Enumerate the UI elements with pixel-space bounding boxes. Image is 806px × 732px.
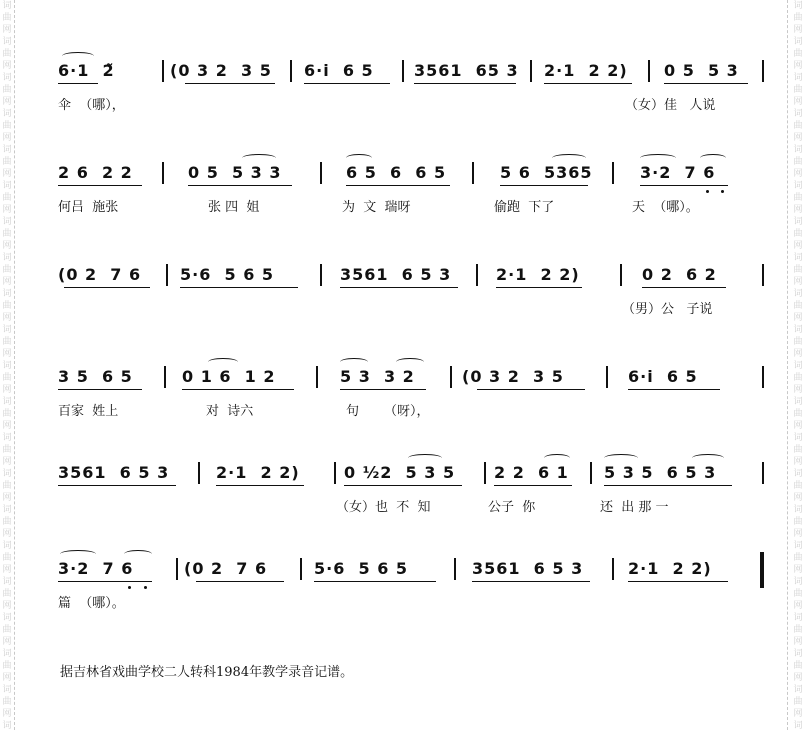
watermark-char: 曲 xyxy=(2,121,12,131)
watermark-char: 词 xyxy=(2,181,12,191)
slur xyxy=(692,454,724,462)
watermark-char: 网 xyxy=(2,169,12,179)
watermark-char: 网 xyxy=(793,493,803,503)
watermark-char: 网 xyxy=(2,205,12,215)
watermark-char: 曲 xyxy=(2,193,12,203)
watermark-char: 网 xyxy=(793,241,803,251)
watermark-char: 曲 xyxy=(793,337,803,347)
watermark-char: 网 xyxy=(793,313,803,323)
barline xyxy=(334,462,336,484)
left-margin-line xyxy=(14,0,16,730)
slur xyxy=(396,358,424,366)
beam xyxy=(664,83,748,84)
note-group: 0 5 5 3 xyxy=(664,61,739,80)
barline xyxy=(316,366,318,388)
watermark-char: 曲 xyxy=(2,157,12,167)
slur xyxy=(208,358,238,366)
note-group: 2·1 2 2) xyxy=(496,265,580,284)
watermark-char: 词 xyxy=(2,577,12,587)
watermark-char: 词 xyxy=(2,1,12,11)
watermark-char: 网 xyxy=(793,709,803,719)
watermark-char: 曲 xyxy=(2,553,12,563)
watermark-char: 曲 xyxy=(2,229,12,239)
lyric-text: 对 诗六 xyxy=(206,404,254,419)
watermark-char: 网 xyxy=(2,241,12,251)
watermark-char: 曲 xyxy=(2,661,12,671)
watermark-char: 曲 xyxy=(793,661,803,671)
watermark-char: 网 xyxy=(2,61,12,71)
watermark-char: 网 xyxy=(793,97,803,107)
barline xyxy=(450,366,452,388)
barline xyxy=(472,162,474,184)
watermark-char: 曲 xyxy=(2,85,12,95)
watermark-char: 网 xyxy=(793,673,803,683)
beam xyxy=(340,389,426,390)
note-group: 6·i 6 5 xyxy=(628,367,698,386)
beam xyxy=(346,185,450,186)
watermark-char: 词 xyxy=(2,109,12,119)
watermark-char: 曲 xyxy=(793,589,803,599)
watermark-char: 词 xyxy=(2,613,12,623)
watermark-char: 词 xyxy=(2,685,12,695)
watermark-char: 网 xyxy=(2,493,12,503)
watermark-char: 曲 xyxy=(2,337,12,347)
lyric-text: （女）也 不 知 xyxy=(336,500,431,515)
lower-octave-dot xyxy=(706,190,709,193)
watermark-char: 词 xyxy=(2,397,12,407)
barline xyxy=(648,60,650,82)
lower-octave-dot xyxy=(721,190,724,193)
barline xyxy=(612,162,614,184)
note-group: 2·1 2 2) xyxy=(216,463,300,482)
watermark-char: 网 xyxy=(793,205,803,215)
note-group: 2 2 6 1 xyxy=(494,463,569,482)
barline xyxy=(454,558,456,580)
beam xyxy=(496,287,582,288)
note-group: 2·1 2 2) xyxy=(628,559,712,578)
barline xyxy=(166,264,168,286)
beam xyxy=(628,389,720,390)
watermark-char: 网 xyxy=(793,457,803,467)
lyric-text: 天 （哪）。 xyxy=(632,200,699,215)
watermark-char: 词 xyxy=(793,181,803,191)
watermark-char: 网 xyxy=(793,565,803,575)
beam xyxy=(472,581,590,582)
watermark-char: 网 xyxy=(793,637,803,647)
watermark-char: 网 xyxy=(2,97,12,107)
barline xyxy=(164,366,166,388)
barline xyxy=(762,264,764,286)
watermark-char: 曲 xyxy=(793,49,803,59)
watermark-char: 词 xyxy=(793,433,803,443)
watermark-char: 曲 xyxy=(2,481,12,491)
beam xyxy=(494,485,572,486)
barline xyxy=(162,60,164,82)
lyric-text: （男）公 子说 xyxy=(622,302,713,317)
watermark-char: 词 xyxy=(793,505,803,515)
note-group: (0 2 7 6 xyxy=(184,559,268,578)
watermark-char: 词 xyxy=(2,361,12,371)
slur xyxy=(60,550,96,558)
barline xyxy=(290,60,292,82)
watermark-char: 词 xyxy=(793,397,803,407)
barline xyxy=(612,558,614,580)
beam xyxy=(340,287,458,288)
watermark-char: 词 xyxy=(793,577,803,587)
beam xyxy=(185,83,275,84)
watermark-char: 词 xyxy=(2,541,12,551)
beam xyxy=(188,185,292,186)
lyric-text: （呀）， xyxy=(384,404,430,419)
watermark-char: 词 xyxy=(2,649,12,659)
watermark-char: 曲 xyxy=(2,625,12,635)
beam xyxy=(642,287,726,288)
source-footnote: 据吉林省戏曲学校二人转科1984年教学录音记谱。 xyxy=(60,665,354,680)
beam xyxy=(58,485,176,486)
lyric-text: 百家 姓上 xyxy=(58,404,119,419)
note-group: 6·1 2̃ xyxy=(58,61,115,80)
note-group: 3561 6 5 3 xyxy=(340,265,452,284)
lyric-text: 篇 （哪）。 xyxy=(58,596,125,611)
note-group: 3561 6 5 3 xyxy=(472,559,584,578)
watermark-char: 曲 xyxy=(2,373,12,383)
barline xyxy=(402,60,404,82)
slur xyxy=(346,154,372,162)
watermark-char: 曲 xyxy=(2,445,12,455)
watermark-char: 曲 xyxy=(793,13,803,23)
barline xyxy=(590,462,592,484)
note-group: 3561 65 3 xyxy=(414,61,519,80)
beam xyxy=(477,389,585,390)
watermark-char: 网 xyxy=(2,529,12,539)
watermark-char: 词 xyxy=(793,721,803,731)
slur xyxy=(640,154,676,162)
note-group: 0 ½2 5 3 5 xyxy=(344,463,456,482)
beam xyxy=(344,485,462,486)
watermark-char: 曲 xyxy=(793,301,803,311)
right-margin-line xyxy=(787,0,789,730)
watermark-char: 词 xyxy=(793,685,803,695)
watermark-char: 词 xyxy=(2,253,12,263)
note-group: 2·1 2 2) xyxy=(544,61,628,80)
watermark-char: 曲 xyxy=(793,481,803,491)
final-barline xyxy=(760,552,764,588)
lyric-text: 还 出 那 一 xyxy=(600,500,669,515)
barline xyxy=(476,264,478,286)
watermark-char: 词 xyxy=(2,73,12,83)
barline xyxy=(620,264,622,286)
watermark-char: 曲 xyxy=(2,409,12,419)
beam xyxy=(182,389,294,390)
watermark-char: 词 xyxy=(793,649,803,659)
watermark-char: 词 xyxy=(2,37,12,47)
barline xyxy=(176,558,178,580)
watermark-char: 曲 xyxy=(793,409,803,419)
watermark-char: 词 xyxy=(2,325,12,335)
barline xyxy=(484,462,486,484)
watermark-char: 网 xyxy=(2,349,12,359)
slur xyxy=(700,154,726,162)
lyric-text: 句 xyxy=(346,404,360,419)
note-group: 5·6 5 6 5 xyxy=(180,265,275,284)
watermark-char: 曲 xyxy=(793,517,803,527)
watermark-char: 网 xyxy=(793,25,803,35)
lyric-text: 何吕 施张 xyxy=(58,200,119,215)
note-group: 5 3 5 6 5 3 xyxy=(604,463,717,482)
lyric-text: 公子 你 xyxy=(488,500,536,515)
watermark-char: 网 xyxy=(2,709,12,719)
watermark-char: 网 xyxy=(793,529,803,539)
watermark-char: 词 xyxy=(2,469,12,479)
watermark-char: 网 xyxy=(2,637,12,647)
watermark-char: 网 xyxy=(2,133,12,143)
watermark-char: 曲 xyxy=(793,85,803,95)
watermark-char: 网 xyxy=(793,349,803,359)
watermark-char: 词 xyxy=(793,109,803,119)
barline xyxy=(762,366,764,388)
watermark-char: 网 xyxy=(793,385,803,395)
watermark-char: 曲 xyxy=(2,589,12,599)
watermark-char: 曲 xyxy=(793,553,803,563)
watermark-char: 曲 xyxy=(2,265,12,275)
slur xyxy=(62,52,94,60)
note-group: (0 3 2 3 5 xyxy=(462,367,564,386)
watermark-char: 网 xyxy=(2,565,12,575)
watermark-char: 曲 xyxy=(793,157,803,167)
beam xyxy=(64,287,150,288)
note-group: 5 6 5365 xyxy=(500,163,593,182)
lower-octave-dot xyxy=(144,586,147,589)
note-group: 0 1 6 1 2 xyxy=(182,367,276,386)
slur xyxy=(544,454,570,462)
barline xyxy=(320,264,322,286)
watermark-char: 网 xyxy=(2,457,12,467)
watermark-char: 网 xyxy=(2,673,12,683)
watermark-char: 词 xyxy=(793,73,803,83)
watermark-char: 曲 xyxy=(793,697,803,707)
note-group: 3561 6 5 3 xyxy=(58,463,170,482)
watermark-char: 词 xyxy=(793,145,803,155)
slur xyxy=(124,550,152,558)
lyric-text: 偷跑 下了 xyxy=(494,200,555,215)
note-group: (0 3 2 3 5 xyxy=(170,61,272,80)
note-group: 3·2 7 6 xyxy=(58,559,134,578)
note-group: 0 5 5 3 3 xyxy=(188,163,282,182)
barline xyxy=(162,162,164,184)
beam xyxy=(604,485,732,486)
watermark-char: 网 xyxy=(2,385,12,395)
watermark-char: 网 xyxy=(793,61,803,71)
slur xyxy=(408,454,442,462)
barline xyxy=(320,162,322,184)
watermark-char: 曲 xyxy=(793,229,803,239)
watermark-char: 词 xyxy=(2,145,12,155)
barline xyxy=(530,60,532,82)
watermark-char: 词 xyxy=(793,289,803,299)
barline xyxy=(762,462,764,484)
watermark-char: 词 xyxy=(793,469,803,479)
note-group: 6 5 6 6 5 xyxy=(346,163,447,182)
watermark-char: 网 xyxy=(2,277,12,287)
beam xyxy=(314,581,436,582)
beam xyxy=(304,83,390,84)
watermark-char: 网 xyxy=(793,169,803,179)
slur xyxy=(242,154,276,162)
watermark-char: 曲 xyxy=(2,301,12,311)
lyric-text: 张 四 姐 xyxy=(208,200,260,215)
note-group: (0 2 7 6 xyxy=(58,265,142,284)
note-group: 6·i 6 5 xyxy=(304,61,374,80)
watermark-char: 曲 xyxy=(793,265,803,275)
watermark-char: 词 xyxy=(2,721,12,731)
note-group: 0 2 6 2 xyxy=(642,265,717,284)
beam xyxy=(544,83,632,84)
watermark-char: 曲 xyxy=(793,625,803,635)
watermark-char: 网 xyxy=(793,421,803,431)
watermark-char: 词 xyxy=(2,505,12,515)
watermark-char: 词 xyxy=(793,253,803,263)
watermark-char: 曲 xyxy=(793,445,803,455)
watermark-char: 曲 xyxy=(2,697,12,707)
watermark-char: 网 xyxy=(793,133,803,143)
watermark-char: 词 xyxy=(793,217,803,227)
note-group: 3 5 6 5 xyxy=(58,367,133,386)
watermark-char: 网 xyxy=(2,313,12,323)
note-group: 3·2 7 6 xyxy=(640,163,716,182)
watermark-char: 词 xyxy=(793,37,803,47)
watermark-char: 网 xyxy=(793,601,803,611)
beam xyxy=(58,389,142,390)
note-group: 5·6 5 6 5 xyxy=(314,559,409,578)
beam xyxy=(640,185,728,186)
slur xyxy=(552,154,586,162)
watermark-char: 词 xyxy=(2,433,12,443)
watermark-char: 词 xyxy=(793,1,803,11)
watermark-char: 曲 xyxy=(793,121,803,131)
lower-octave-dot xyxy=(128,586,131,589)
note-group: 5 3 3 2 xyxy=(340,367,415,386)
watermark-char: 网 xyxy=(793,277,803,287)
watermark-char: 曲 xyxy=(793,193,803,203)
beam xyxy=(58,83,98,84)
watermark-char: 词 xyxy=(793,361,803,371)
lyric-text: 伞 （哪）， xyxy=(58,98,125,113)
beam xyxy=(216,485,304,486)
watermark-char: 词 xyxy=(793,325,803,335)
lyric-text: （女）佳 人说 xyxy=(625,98,716,113)
beam xyxy=(500,185,588,186)
beam xyxy=(58,581,152,582)
beam xyxy=(58,185,142,186)
beam xyxy=(180,287,298,288)
watermark-char: 曲 xyxy=(2,49,12,59)
slur xyxy=(604,454,638,462)
slur xyxy=(340,358,368,366)
beam xyxy=(414,83,516,84)
lyric-text: 为 文 瑞呀 xyxy=(342,200,411,215)
watermark-char: 网 xyxy=(2,25,12,35)
watermark-char: 网 xyxy=(2,601,12,611)
watermark-char: 曲 xyxy=(2,13,12,23)
beam xyxy=(628,581,728,582)
barline xyxy=(198,462,200,484)
note-group: 2 6 2 2 xyxy=(58,163,133,182)
watermark-char: 词 xyxy=(2,289,12,299)
barline xyxy=(762,60,764,82)
watermark-char: 网 xyxy=(2,421,12,431)
beam xyxy=(196,581,284,582)
watermark-char: 曲 xyxy=(2,517,12,527)
watermark-char: 词 xyxy=(793,613,803,623)
watermark-char: 曲 xyxy=(793,373,803,383)
watermark-char: 词 xyxy=(793,541,803,551)
barline xyxy=(300,558,302,580)
barline xyxy=(606,366,608,388)
watermark-char: 词 xyxy=(2,217,12,227)
